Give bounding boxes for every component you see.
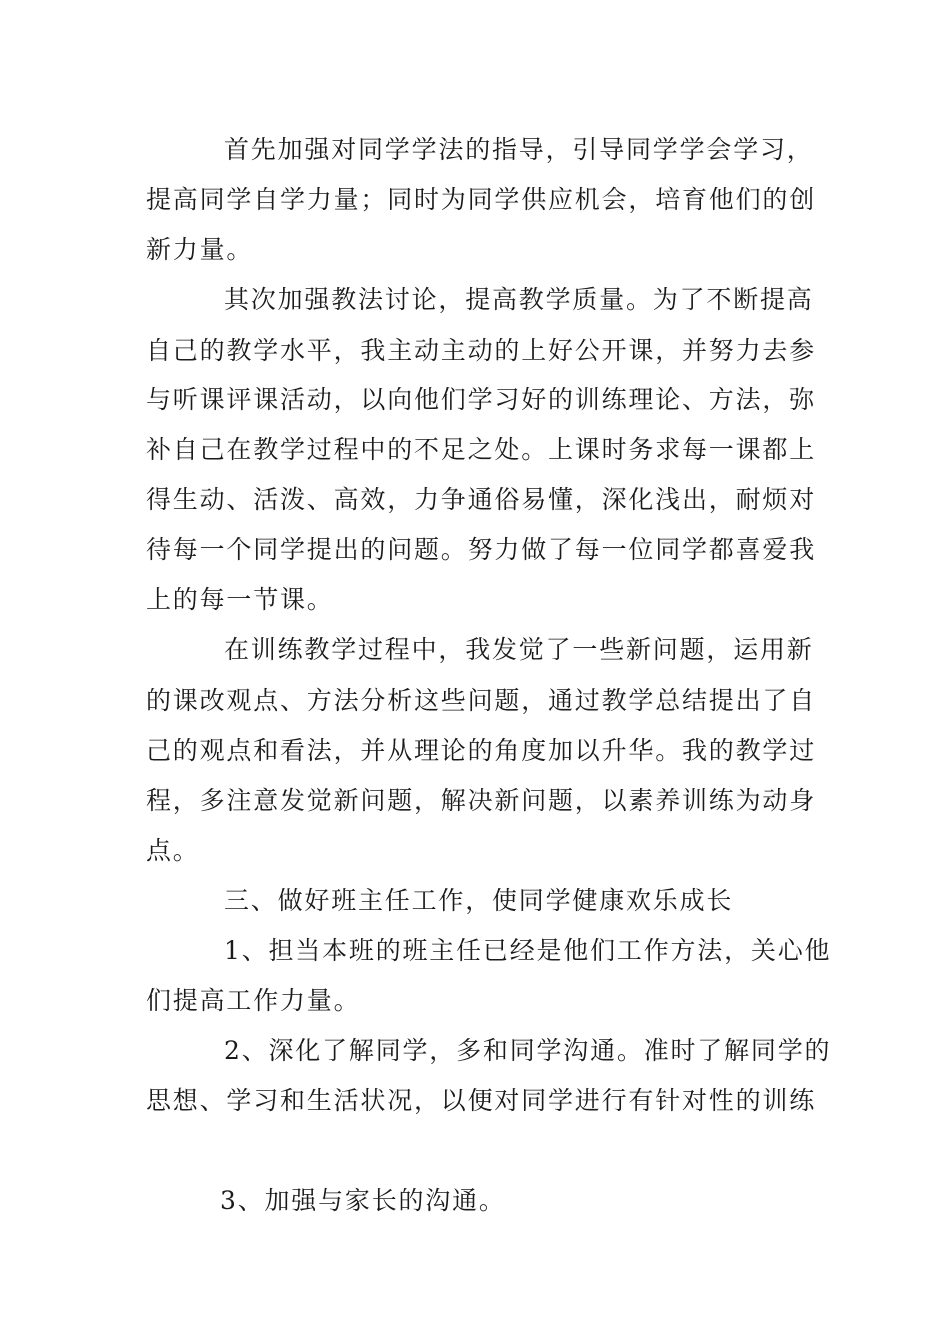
text-line: 与听课评课活动，以向他们学习好的训练理论、方法，弥 (146, 385, 817, 414)
text-line: 在训练教学过程中，我发觉了一些新问题，运用新 (224, 635, 814, 664)
text-line: 补自己在教学过程中的不足之处。上课时务求每一课都上 (146, 435, 817, 464)
text-line: 思想、学习和生活状况，以便对同学进行有针对性的训练 (146, 1086, 817, 1115)
text-line: 2、深化了解同学，多和同学沟通。准时了解同学的 (224, 1036, 832, 1065)
section-heading: 三、做好班主任工作，使同学健康欢乐成长 (224, 886, 734, 915)
text-line: 们提高工作力量。 (146, 986, 361, 1015)
text-line: 其次加强教法讨论，提高教学质量。为了不断提高 (224, 285, 814, 314)
text-line: 3、加强与家长的沟通。 (220, 1186, 506, 1215)
text-line: 提高同学自学力量；同时为同学供应机会，培育他们的创 (146, 185, 817, 214)
text-line: 己的观点和看法，并从理论的角度加以升华。我的教学过 (146, 736, 817, 765)
text-line: 待每一个同学提出的问题。努力做了每一位同学都喜爱我 (146, 535, 817, 564)
text-line: 点。 (146, 836, 200, 865)
text-line: 得生动、活泼、高效，力争通俗易懂，深化浅出，耐烦对 (146, 485, 817, 514)
text-line: 的课改观点、方法分析这些问题，通过教学总结提出了自 (146, 686, 817, 715)
text-line: 上的每一节课。 (146, 585, 334, 614)
text-line: 程，多注意发觉新问题，解决新问题，以素养训练为动身 (146, 786, 817, 815)
text-line: 自己的教学水平，我主动主动的上好公开课，并努力去参 (146, 336, 817, 365)
text-line: 1、担当本班的班主任已经是他们工作方法，关心他 (224, 936, 832, 965)
text-line: 新力量。 (146, 235, 254, 264)
text-line: 首先加强对同学学法的指导，引导同学学会学习， (224, 135, 814, 164)
